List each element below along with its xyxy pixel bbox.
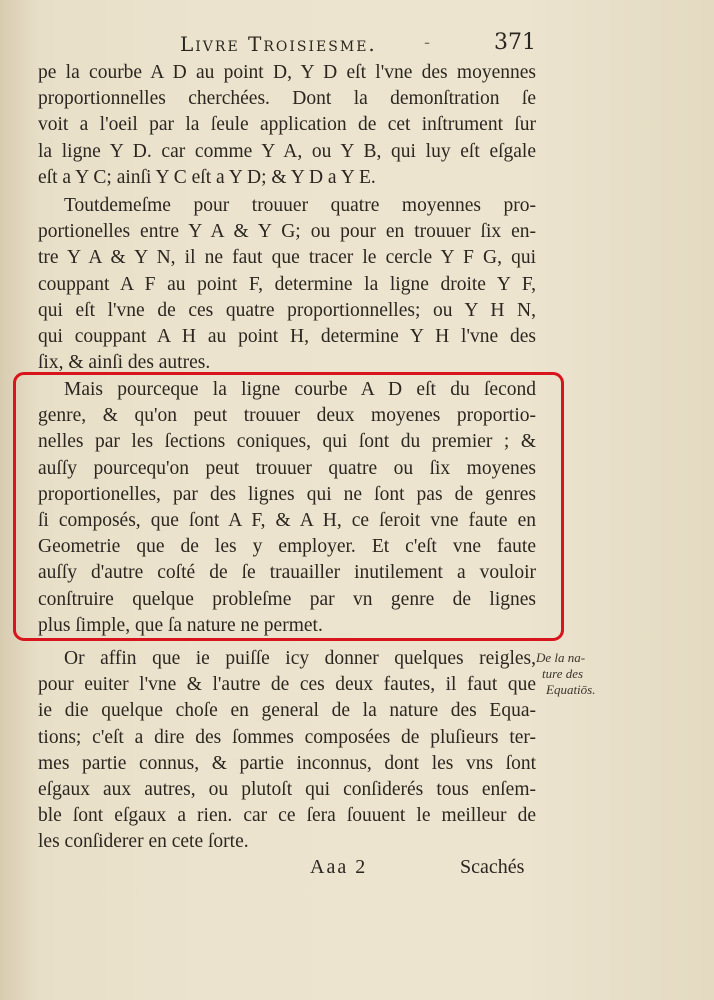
page-header: [0, 30, 714, 60]
text-line: ie die quelque choſe en general de la nature des Equa-: [38, 700, 536, 722]
text-line: eſt a Y C; ainſi Y C eſt a Y D; & Y D a Y E.: [38, 166, 376, 188]
text-line: genre, & qu'on peut trouuer deux moyenes proportio-: [38, 405, 536, 427]
text-line: pour euiter l'vne & l'autre de ces deux fautes, il faut que: [38, 674, 536, 696]
text-line: ſi composés, que ſont A F, & A H, ce ſeroit vne faute en: [38, 509, 536, 531]
text-line: pe la courbe A D au point D, Y D eſt l'vne des moyennes: [38, 62, 536, 83]
text-line: mes partie connus, & partie inconnus, dont les vns ſont: [38, 752, 536, 774]
text-line: proportionnelles cherchées. Dont la demonſtration ſe: [38, 88, 536, 110]
running-title: Livre Troisiesme.: [180, 32, 377, 56]
text-line: couppant A F au point F, determine la ligne droite Y F,: [38, 273, 536, 295]
text-line: nelles par les ſections coniques, qui ſont du premier ; &: [38, 431, 536, 453]
text-line: conſtruire quelque probleſme par vn genre de lignes: [38, 588, 536, 610]
text-line: qui eſt l'vne de ces quatre proportionnelles; ou Y H N,: [38, 299, 536, 321]
text-line: auſſy d'autre coſté de ſe trauailler inutilement a vouloir: [38, 562, 536, 584]
text-line: Or affin que ie puiſſe icy donner quelques reigles,: [64, 648, 536, 669]
header-dash: -: [424, 32, 431, 53]
page-number: 371: [494, 30, 536, 55]
text-line: Mais pourceque la ligne courbe A D eſt du ſecond: [64, 379, 536, 400]
text-line: Geometrie que de les y employer. Et c'eſt vne faute: [38, 536, 536, 558]
text-line: portionelles entre Y A & Y G; ou pour en trouuer ſix en-: [38, 221, 536, 243]
text-line: plus ſimple, que ſa nature ne permet.: [38, 614, 323, 636]
text-line: tions; c'eſt a dire des ſommes composées de pluſieurs ter-: [38, 726, 536, 748]
text-line: la ligne Y D. car comme Y A, ou Y B, qui luy eſt eſgale: [38, 140, 536, 162]
text-line: Toutdemeſme pour trouuer quatre moyennes pro-: [64, 195, 536, 216]
marginal-note: [536, 650, 606, 698]
paragraph-1: [38, 60, 536, 191]
paragraph-2: [38, 193, 536, 376]
marginal-note-line: ture des: [542, 666, 584, 681]
text-line: voit a l'oeil par la ſeule application de cet inſtrument ſur: [38, 114, 536, 136]
signature-mark: Aaa 2: [310, 856, 368, 878]
marginal-note-line: De la na-: [536, 650, 586, 665]
page-footer: [0, 856, 714, 886]
catchword: Scachés: [460, 856, 525, 878]
text-line: les conſiderer en cete ſorte.: [38, 831, 249, 853]
text-line: ſix, & ainſi des autres.: [38, 352, 211, 374]
text-line: auſſy pourcequ'on peut trouuer quatre ou ſix moyenes: [38, 457, 536, 479]
text-line: eſgaux aux autres, ou plutoſt qui conſiderés tous enſem-: [38, 778, 536, 800]
highlight-box: [13, 372, 564, 641]
text-line: proportionelles, par des lignes qui ne ſont pas de genres: [38, 483, 536, 505]
marginal-note-line: Equatiōs.: [546, 682, 596, 697]
text-line: qui couppant A H au point H, determine Y H l'vne des: [38, 325, 536, 347]
text-line: ble ſont eſgaux a rien. car ce ſera ſouuent le meilleur de: [38, 805, 536, 827]
paragraph-4: [38, 646, 536, 856]
text-line: tre Y A & Y N, il ne faut que tracer le cercle Y F G, qui: [38, 247, 536, 269]
